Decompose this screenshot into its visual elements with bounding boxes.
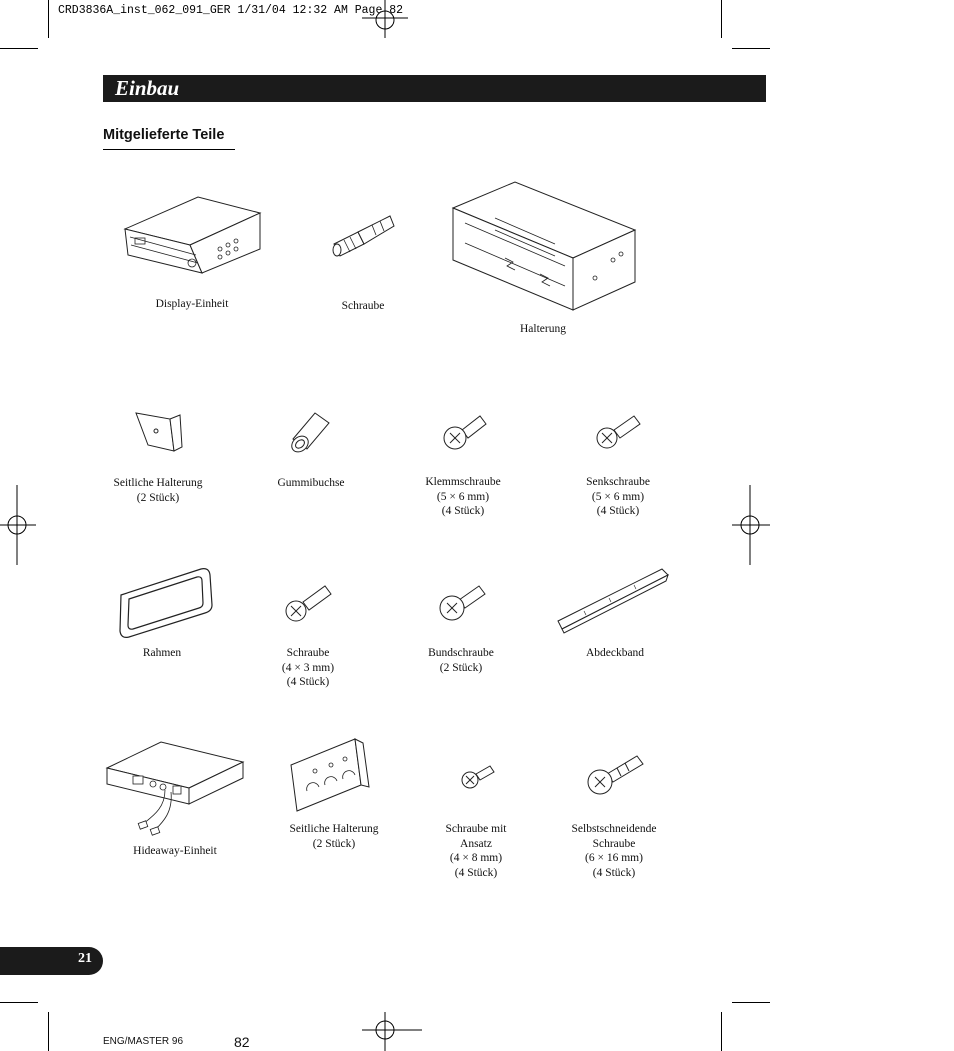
crop-mark (0, 1002, 38, 1003)
page-title: Einbau (115, 76, 180, 100)
cover-tape-icon (554, 565, 672, 637)
countersunk-screw-icon (592, 410, 644, 452)
crop-mark (721, 1012, 722, 1051)
registration-mark-bottom (362, 1012, 422, 1051)
small-screw-icon (283, 580, 335, 625)
caption-rubber-bush: Gummibuchse (277, 477, 345, 489)
section-title: Mitgelieferte Teile (103, 127, 225, 143)
mounting-sleeve-icon (445, 178, 640, 316)
caption-countersunk-screw: Senkschraube (5 × 6 mm) (4 Stück) (586, 476, 650, 517)
caption-small-screw: Schraube (4 × 3 mm) (4 Stück) (281, 647, 335, 688)
side-bracket-icon (130, 405, 185, 455)
registration-mark-right (730, 485, 770, 565)
hideaway-unit-icon (103, 738, 248, 838)
caption-display-unit: Display-Einheit (155, 298, 229, 310)
caption-shoulder-screw: Schraube mit Ansatz (4 × 8 mm) (4 Stück) (445, 823, 507, 879)
caption-side-bracket: Seitliche Halterung (2 Stück) (113, 477, 203, 504)
caption-tapping-screw: Selbstschneidende Schraube (6 × 16 mm) (4 Stück) (571, 823, 657, 879)
caption-clamp-screw: Klemmschraube (5 × 6 mm) (4 Stück) (425, 476, 501, 517)
page-tab-number: 21 (78, 951, 92, 966)
crop-mark (48, 0, 49, 38)
clamp-screw-icon (440, 410, 490, 452)
crop-mark (732, 48, 770, 49)
trim-frame-icon (115, 565, 215, 640)
crop-mark (48, 1012, 49, 1051)
section-underline (103, 149, 235, 150)
side-bracket-large-icon (285, 735, 385, 815)
flange-screw-icon (437, 580, 489, 625)
screw-icon (328, 210, 398, 260)
header-bar (103, 75, 766, 102)
display-unit-icon (120, 193, 265, 278)
caption-trim-frame: Rahmen (142, 647, 182, 659)
caption-flange-screw: Bundschraube (2 Stück) (428, 647, 494, 674)
caption-screw: Schraube (341, 300, 385, 312)
footer-code: ENG/MASTER 96 (103, 1036, 184, 1047)
print-slug: CRD3836A_inst_062_091_GER 1/31/04 12:32 AM Page 82 (58, 4, 404, 17)
tapping-screw-icon (585, 752, 647, 802)
crop-mark (0, 48, 38, 49)
caption-side-bracket-large: Seitliche Halterung (2 Stück) (289, 823, 379, 850)
footer-page-number: 82 (234, 1034, 250, 1050)
caption-cover-tape: Abdeckband (585, 647, 645, 659)
registration-mark-left (0, 485, 40, 565)
rubber-bush-icon (285, 405, 335, 455)
shoulder-screw-icon (458, 760, 498, 794)
caption-hideaway-unit: Hideaway-Einheit (133, 845, 217, 857)
crop-mark (732, 1002, 770, 1003)
caption-sleeve: Halterung (520, 323, 566, 335)
crop-mark (721, 0, 722, 38)
